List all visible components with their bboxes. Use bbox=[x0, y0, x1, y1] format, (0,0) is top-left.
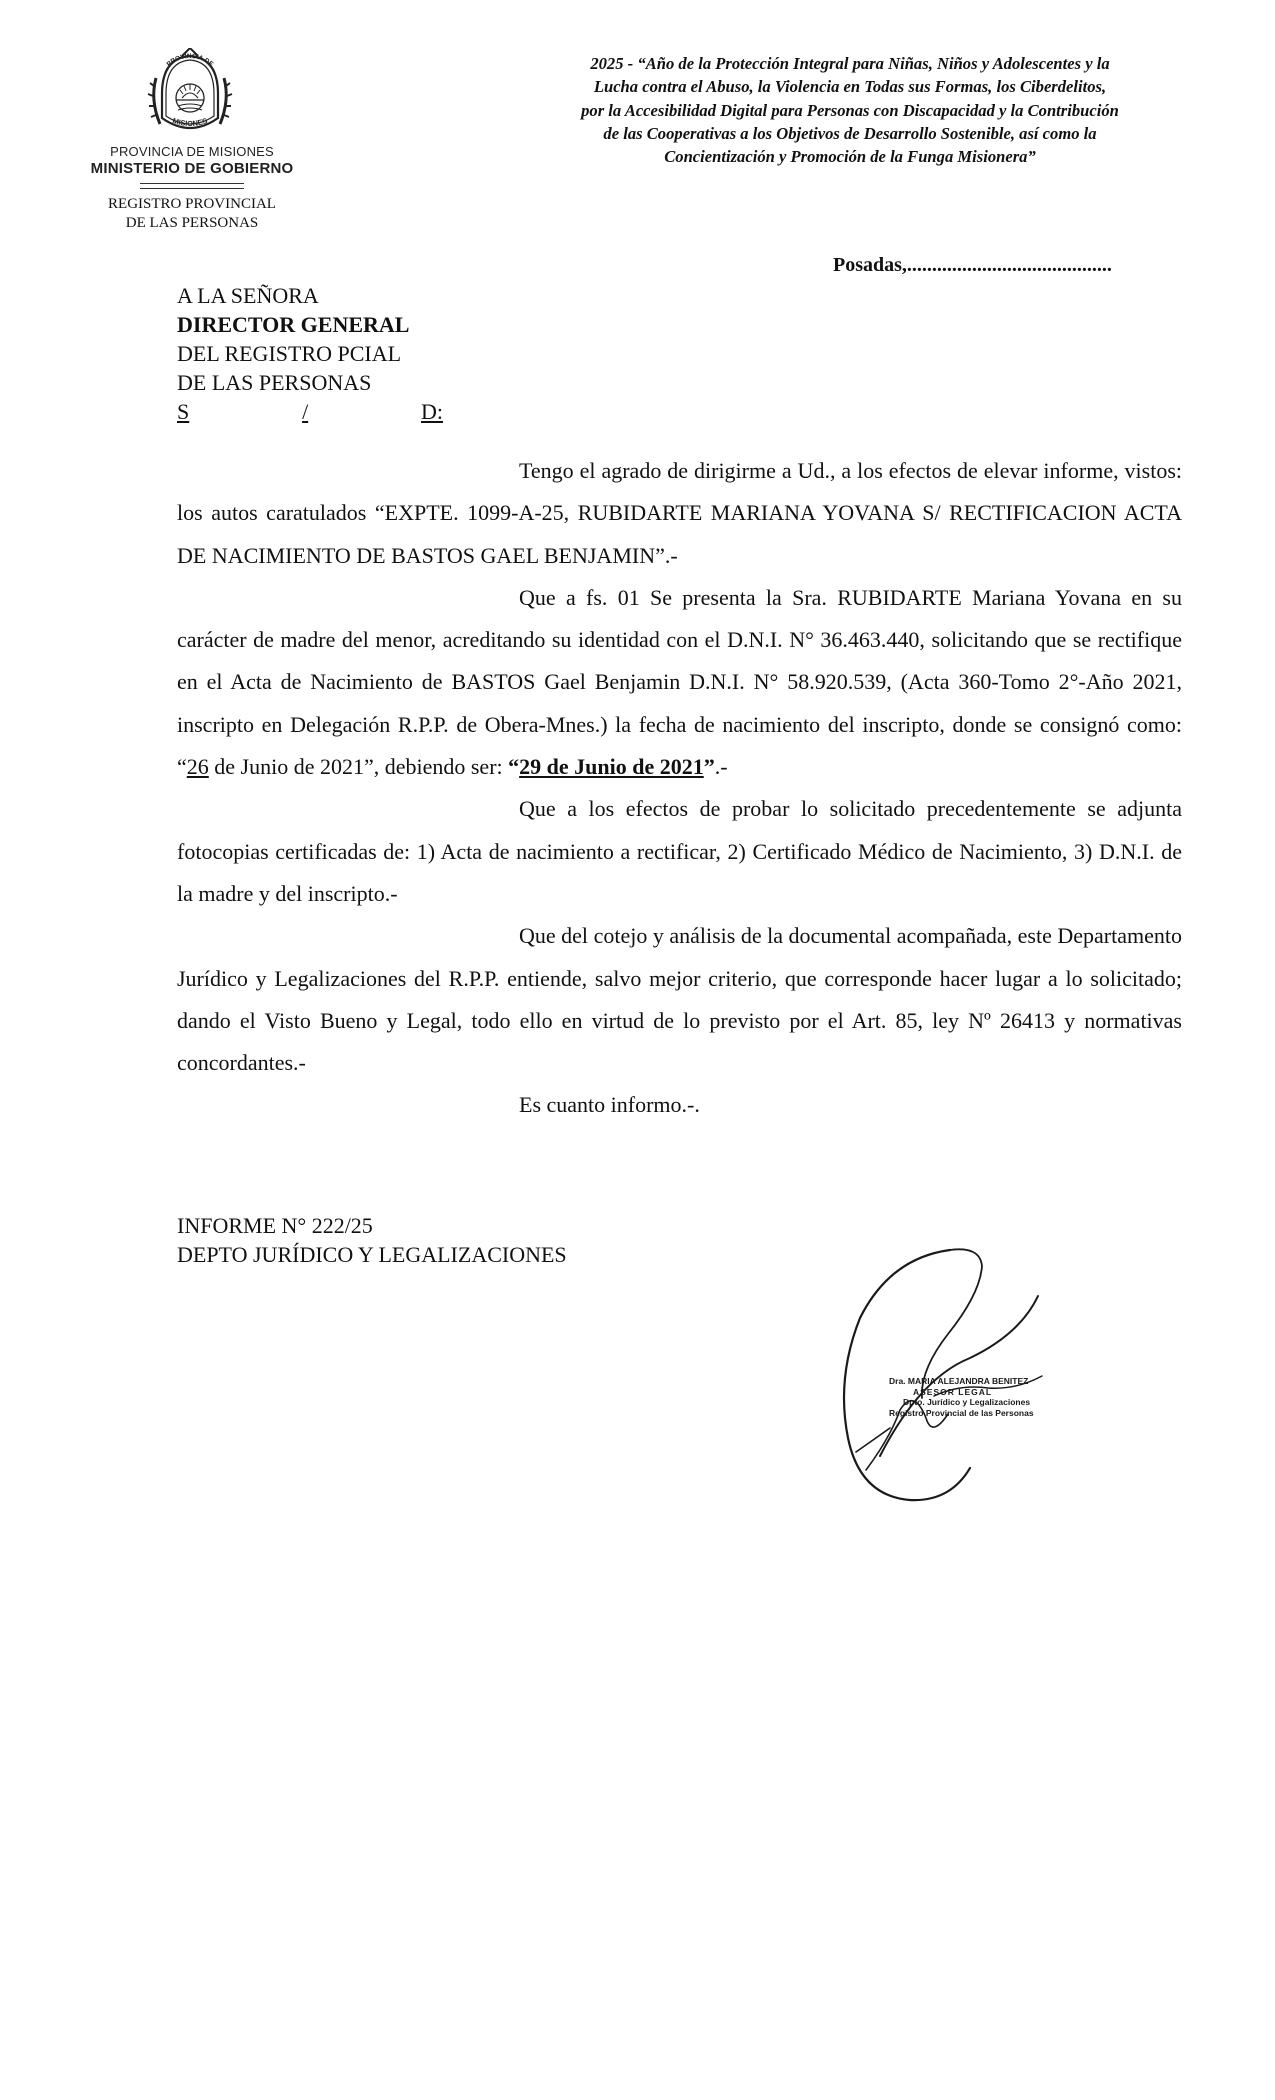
svg-text:PROVINCIA DE bbox=[166, 53, 215, 69]
motto-line: por la Accesibilidad Digital para Personas con Discapacidad y la Contribución bbox=[581, 100, 1119, 120]
motto-line: Concientización y Promoción de la Funga Misionera” bbox=[664, 147, 1036, 167]
year-motto bbox=[470, 52, 1230, 168]
stamp-name: Dra. MARIA ALEJANDRA BENITEZ bbox=[889, 1376, 1029, 1386]
addressee-title: DIRECTOR GENERAL bbox=[177, 312, 410, 337]
wrong-day: 26 bbox=[186, 754, 209, 780]
motto-year: 2025 - bbox=[590, 54, 634, 73]
correct-date: 29 de Junio de 2021 bbox=[519, 754, 704, 780]
paragraph-presentation: Que a fs. 01 Se presenta la Sra. RUBIDARTE Mariana Yovana en su carácter de madre del menor, acreditando su identidad con el D.N.I. N° 36.463.440, solicitando que se rectifique en el Acta de Nacimiento de BASTOS Gael Benjamin D.N.I. N° 58.920.539, (Acta 360-Tomo 2°-Año 2021, inscripto en Delegación R.P.P. de Obera-Mnes.) la fecha de nacimiento del inscripto, donde se consignó como: “26 de Junio de 2021”, debiendo ser: “29 de Junio de 2021”.- bbox=[177, 584, 1182, 780]
paragraph-attachments: Que a los efectos de probar lo solicitado precedentemente se adjunta fotocopias certificadas de: 1) Acta de nacimiento a rectificar, 2) Certificado Médico de Nacimiento, 3) D.N.I. de la madre y del inscripto.- bbox=[177, 796, 1182, 906]
stamp-registry: Registro Provincial de las Personas bbox=[889, 1407, 1034, 1418]
header-divider bbox=[140, 188, 244, 189]
stamp-department: Dpto. Jurídico y Legalizaciones bbox=[903, 1397, 1031, 1407]
report-identification bbox=[177, 1211, 567, 1269]
place-and-date: Posadas,......................................... bbox=[833, 254, 1112, 276]
addressee-line: DE LAS PERSONAS bbox=[177, 370, 372, 395]
report-number: INFORME N° 222/25 bbox=[177, 1213, 373, 1238]
motto-line: de las Cooperativas a los Objetivos de Desarrollo Sostenible, así como la bbox=[603, 123, 1097, 143]
addressee-line: DEL REGISTRO PCIAL bbox=[177, 341, 402, 366]
svg-text:MISIONES bbox=[171, 116, 208, 128]
province-name: PROVINCIA DE MISIONES bbox=[110, 144, 274, 159]
paragraph-analysis: Que del cotejo y análisis de la documental acompañada, este Departamento Jurídico y Legalizaciones del R.P.P. entiende, salvo mejor criterio, que corresponde hacer lugar a lo solicitado; dando el Visto Bueno y Legal, todo ello en virtud de lo previsto por el Art. 85, ley Nº 26413 y normativas concordantes.- bbox=[177, 923, 1182, 1076]
addressee-sd: S / D: bbox=[177, 399, 443, 424]
header-divider bbox=[140, 183, 244, 184]
report-department: DEPTO JURÍDICO Y LEGALIZACIONES bbox=[177, 1242, 567, 1267]
addressee-line: A LA SEÑORA bbox=[177, 283, 319, 308]
report-body bbox=[177, 450, 1182, 1127]
stamp-title: ASESOR LEGAL bbox=[913, 1386, 993, 1397]
ministry-name: MINISTERIO DE GOBIERNO bbox=[90, 160, 294, 177]
addressee-block bbox=[177, 281, 443, 426]
paragraph-intro: Tengo el agrado de dirigirme a Ud., a los efectos de elevar informe, vistos: los autos caratulados “EXPTE. 1099-A-25, RUBIDARTE MARIANA YOVANA S/ RECTIFICACION ACTA DE NACIMIENTO DE BASTOS GAEL BENJAMIN”.- bbox=[177, 458, 1182, 568]
seal-top-lettering: PROVINCIA DE bbox=[165, 52, 215, 69]
motto-line: Lucha contra el Abuso, la Violencia en Todas sus Formas, los Ciberdelitos, bbox=[593, 77, 1107, 97]
provincial-seal-logo bbox=[142, 48, 238, 140]
registry-name-line1: REGISTRO PROVINCIAL bbox=[108, 196, 276, 212]
legal-advisor-stamp bbox=[889, 1376, 1039, 1418]
registry-name-line2: DE LAS PERSONAS bbox=[125, 215, 259, 231]
paragraph-closing: Es cuanto informo.-. bbox=[519, 1092, 700, 1118]
motto-line: 2025 - “Año de la Protección Integral para Niñas, Niños y Adolescentes y la bbox=[590, 54, 1110, 73]
seal-bottom-lettering: MISIONES bbox=[171, 116, 209, 128]
